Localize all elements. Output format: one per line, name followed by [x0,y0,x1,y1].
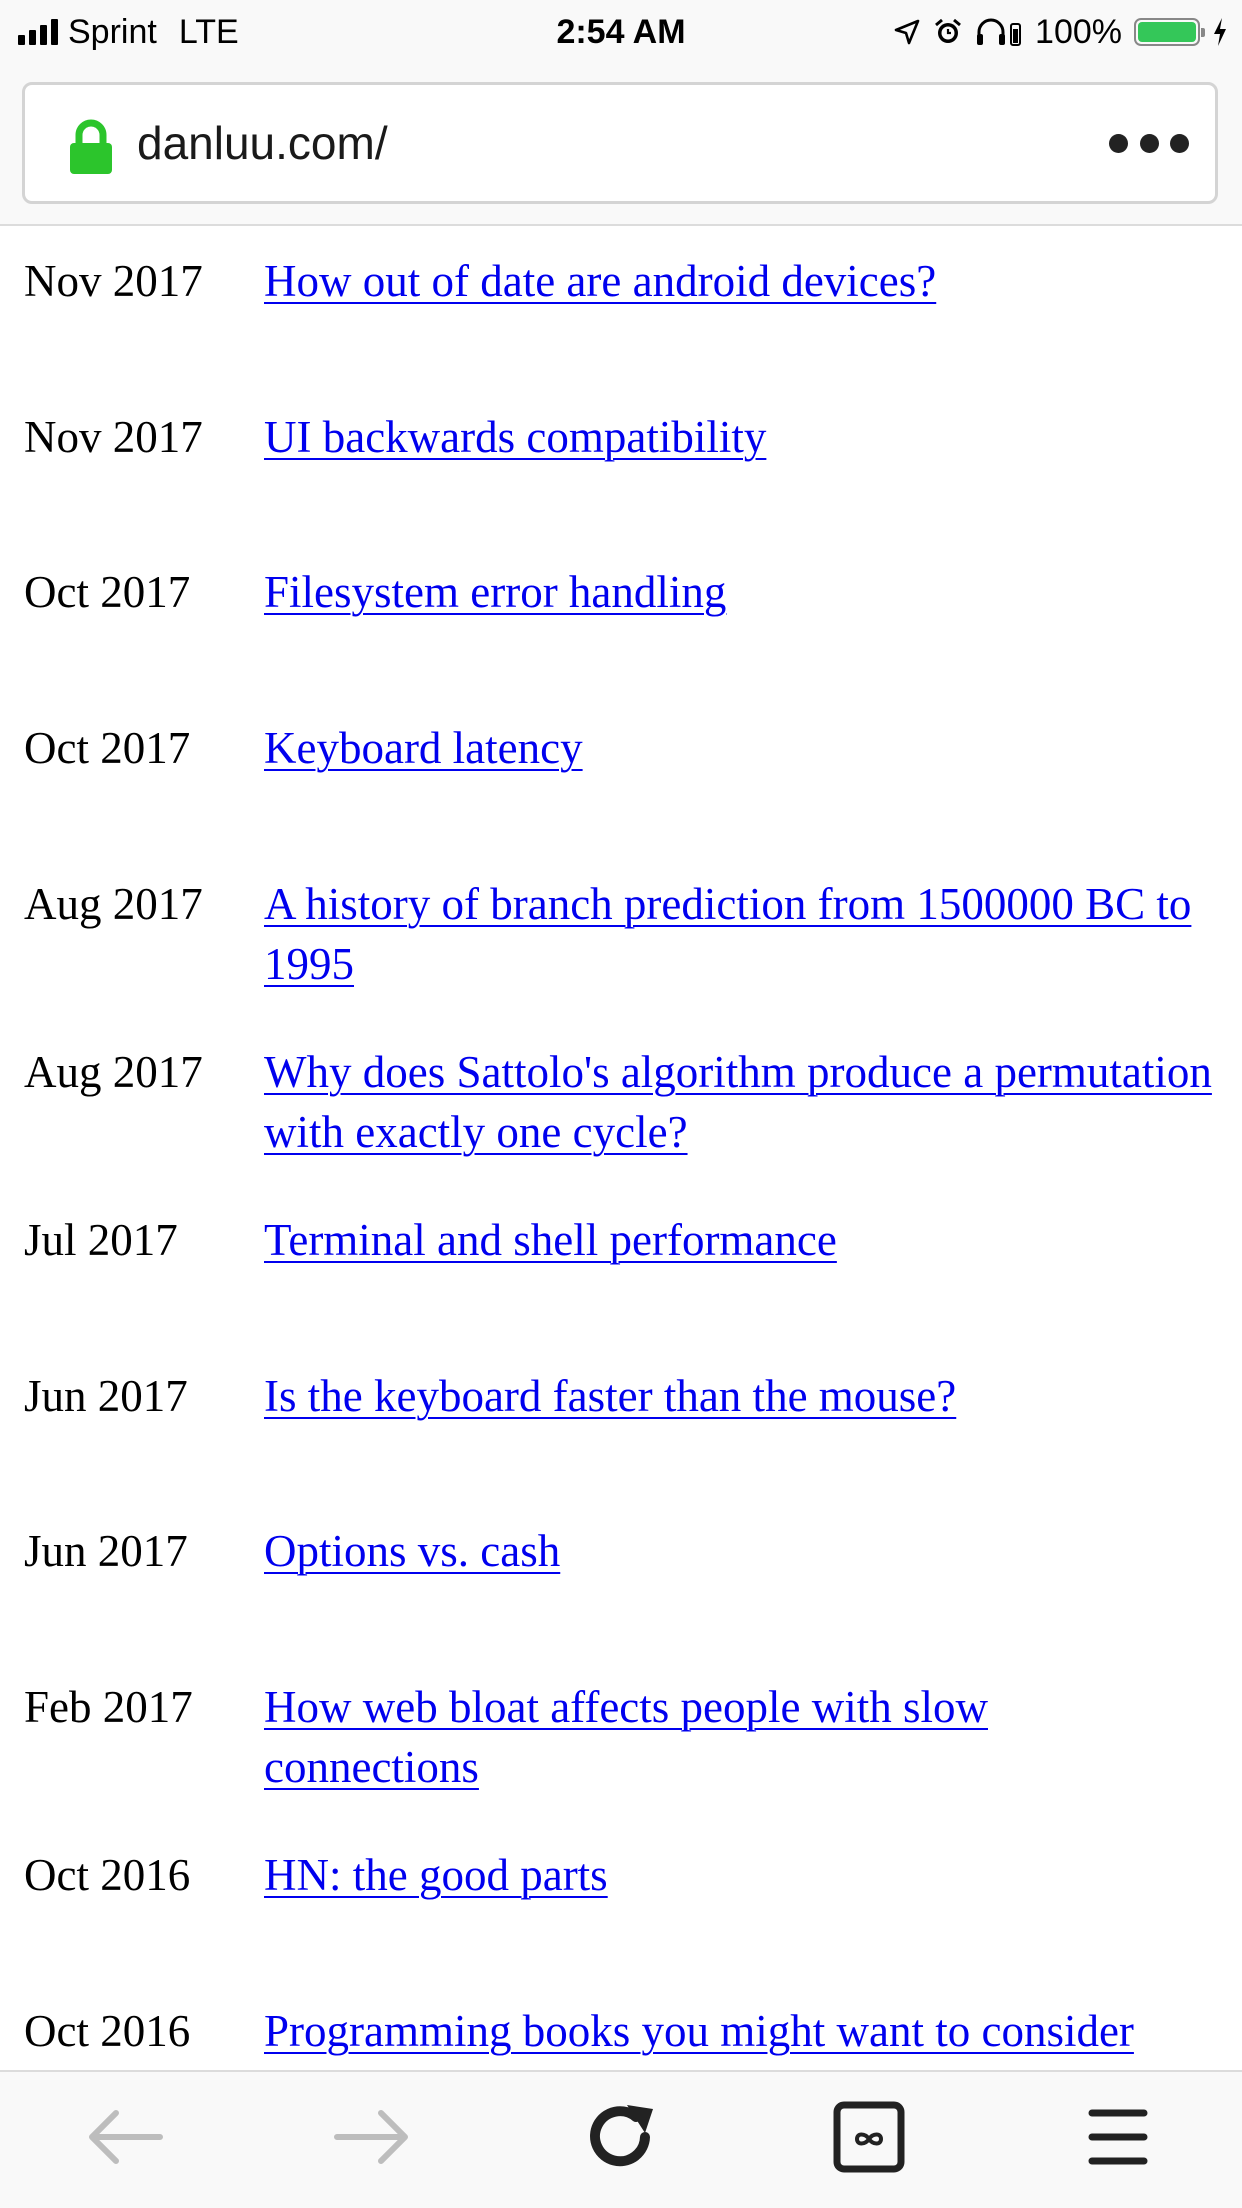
post-date: Nov 2017 [24,412,203,462]
menu-button[interactable] [1068,2092,1168,2182]
bottom-toolbar [0,2070,1242,2208]
post-link[interactable]: Filesystem error handling [264,567,727,617]
status-bar [0,0,1242,64]
carrier-name: Sprint [68,12,157,51]
post-date: Jun 2017 [24,1371,188,1421]
post-date: Oct 2017 [24,567,191,617]
post-link[interactable]: A history of branch prediction from 1500000 BC to 1995 [264,879,1192,989]
post-date: Aug 2017 [24,1047,203,1097]
post-date: Oct 2017 [24,723,191,773]
post-link[interactable]: Programming books you might want to consider [264,2006,1134,2056]
url-text[interactable]: danluu.com/ [137,117,388,169]
browser-toolbar [0,64,1242,226]
post-link[interactable]: Is the keyboard faster than the mouse? [264,1371,957,1421]
post-link[interactable]: UI backwards compatibility [264,412,767,462]
battery-icon [1134,18,1200,46]
post-date: Oct 2016 [24,2006,191,2056]
signal-icon [18,19,58,45]
reload-icon [581,2097,661,2177]
forward-arrow-icon [333,2107,413,2167]
post-link[interactable]: Why does Sattolo's algorithm produce a permutation with exactly one cycle? [264,1047,1212,1157]
post-list [0,226,1242,2070]
post-link[interactable]: Terminal and shell performance [264,1215,837,1265]
charging-bolt-icon [1212,17,1228,47]
post-link[interactable]: Options vs. cash [264,1526,561,1576]
post-link[interactable]: How out of date are android devices? [264,256,937,306]
post-link[interactable]: HN: the good parts [264,1850,608,1900]
carrier-info [18,0,239,64]
post-date: Feb 2017 [24,1682,193,1732]
url-bar[interactable] [22,82,1218,204]
battery-percent: 100% [1035,12,1122,51]
post-link[interactable]: Keyboard latency [264,723,583,773]
location-icon [893,18,921,46]
tabs-button[interactable] [819,2092,919,2182]
post-date: Nov 2017 [24,256,203,306]
back-button[interactable] [74,2092,174,2182]
post-date: Aug 2017 [24,879,203,929]
post-date: Jul 2017 [24,1215,178,1265]
headphones-icon [975,17,1023,47]
back-arrow-icon [84,2107,164,2167]
menu-icon [1088,2105,1148,2169]
post-link[interactable]: How web bloat affects people with slow connections [264,1682,988,1792]
alarm-icon [933,17,963,47]
reload-button[interactable] [571,2092,671,2182]
clock: 2:54 AM [556,13,686,51]
tabs-icon [831,2099,907,2175]
post-date: Oct 2016 [24,1850,191,1900]
forward-button[interactable] [323,2092,423,2182]
status-indicators [893,0,1228,64]
post-date: Jun 2017 [24,1526,188,1576]
network-type: LTE [178,12,239,51]
more-dots-icon[interactable] [1109,121,1189,165]
lock-icon [67,119,115,175]
